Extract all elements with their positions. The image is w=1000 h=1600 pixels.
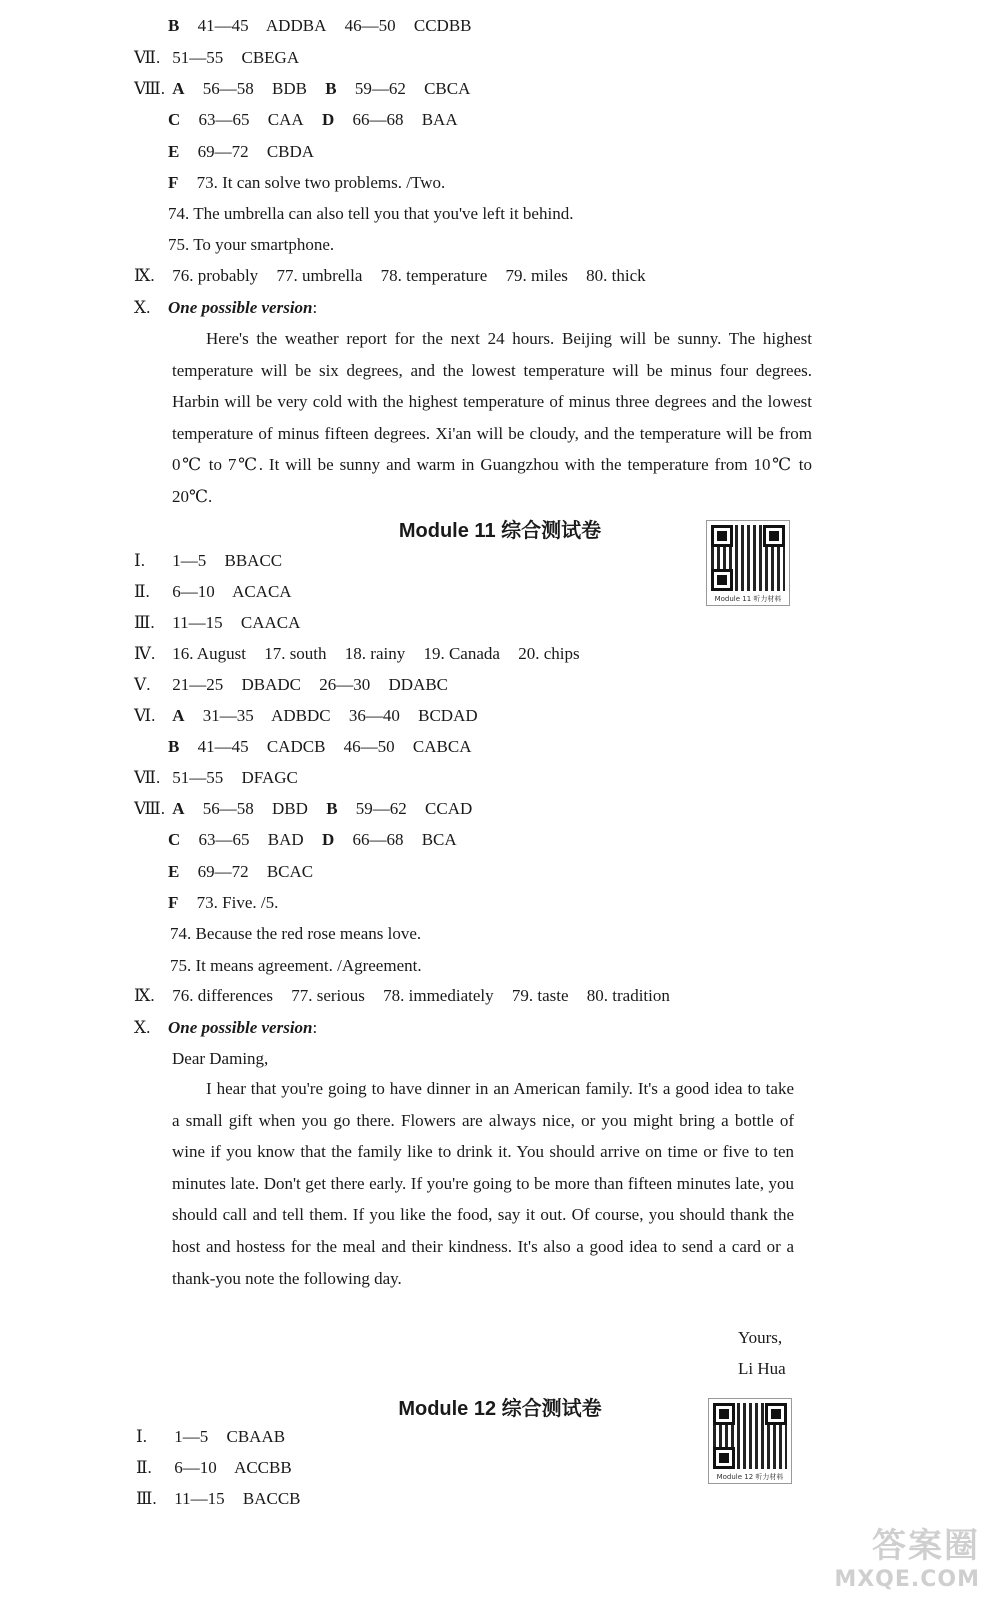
watermark-url: MXQE.COM [834, 1567, 980, 1592]
answer-line-x-label: Ⅹ. One possible version: [134, 298, 318, 317]
qr-finder [711, 569, 733, 591]
answer-line-m11-viii-cd: C 63—65 BAD D 66—68 BCA [168, 830, 457, 849]
qr-caption: Module 11 听力材料 [714, 595, 782, 603]
answer-line-viii-ab: Ⅷ. A 56—58 BDB B 59—62 CBCA [134, 79, 471, 98]
answer-line-m11-v: Ⅴ. 21—25 DBADC 26—30 DDABC [134, 675, 449, 694]
letter-greeting: Dear Daming, [172, 1049, 269, 1068]
answer-line-vii: Ⅶ. 51—55 CBEGA [134, 48, 300, 67]
writing-sample-letter [172, 1073, 794, 1294]
answer-line-m11-ii: Ⅱ. 6—10 ACACA [134, 582, 292, 601]
answer-line-viii-e: E 69—72 CBDA [168, 142, 315, 161]
answer-line-m12-ii: Ⅱ. 6—10 ACCBB [136, 1458, 292, 1477]
letter-closing: Yours, [738, 1328, 783, 1347]
watermark-logo: 答案圈 [872, 1526, 980, 1566]
letter-body: I hear that you're going to have dinner in an American family. It's a good idea to take a small gift when you go there. Flowers are always nice, or you might bring a bottle of wine if you know that the family like to drink it. You should arrive on time or five to ten minutes late. Don't get there early. If you're going to be more than fifteen minutes late, you should call and tell them. If you like the food, say it out. Of course, you should thank the host and hostess for the meal and their kindness. It's also a good idea to send a card or a thank-you note the following day. [172, 1079, 794, 1288]
answer-line-75: 75. To your smartphone. [168, 235, 335, 254]
answer-line-viii-cd: C 63—65 CAA D 66—68 BAA [168, 110, 458, 129]
answer-line-m12-i: Ⅰ. 1—5 CBAAB [136, 1427, 286, 1446]
answer-line-m11-i: Ⅰ. 1—5 BBACC [134, 551, 283, 570]
answer-line-m11-ix: Ⅸ. 76. differences 77. serious 78. immediately 79. taste 80. tradition [134, 986, 670, 1005]
answer-line-m11-x-label: Ⅹ. One possible version: [134, 1018, 318, 1037]
answer-line-m11-viii-ab: Ⅷ. A 56—58 DBD B 59—62 CCAD [134, 799, 473, 818]
qr-finder [713, 1403, 735, 1425]
module-12-title: Module 12 综合测试卷 [398, 1398, 602, 1420]
answer-line-m11-viii-e: E 69—72 BCAC [168, 862, 314, 881]
watermark [834, 1518, 980, 1592]
answer-line-74: 74. The umbrella can also tell you that you've left it behind. [168, 204, 574, 223]
module-11-title: Module 11 综合测试卷 [398, 520, 602, 542]
answer-line-m11-iv: Ⅳ. 16. August 17. south 18. rainy 19. Canada 20. chips [134, 644, 580, 663]
qr-code-module-12[interactable] [708, 1398, 792, 1484]
answer-line-m11-viii-f: F 73. Five. /5. [168, 893, 279, 912]
answer-line-m11-vii: Ⅶ. 51—55 DFAGC [134, 768, 298, 787]
answer-line-m11-75: 75. It means agreement. /Agreement. [170, 956, 422, 975]
qr-finder [711, 525, 733, 547]
qr-finder [765, 1403, 787, 1425]
answer-line-vi-b: B 41—45 ADDBA 46—50 CCDBB [168, 16, 472, 35]
writing-paragraph: Here's the weather report for the next 24 hours. Beijing will be sunny. The highest temperature will be six degrees, and the lowest temperature will be minus four degrees. Harbin will be very cold with the highest temperature of minus three degrees and the lowest temperature of minus fifteen degrees. Xi'an will be cloudy, and the temperature will be from 0℃ to 7℃. It will be sunny and warm in Guangzhou with the temperature from 10℃ to 20℃. [172, 329, 812, 506]
qr-caption: Module 12 听力材料 [716, 1473, 784, 1481]
qr-finder [763, 525, 785, 547]
qr-finder [713, 1447, 735, 1469]
answer-line-m11-iii: Ⅲ. 11—15 CAACA [134, 613, 301, 632]
answer-line-m11-vi-a: Ⅵ. A 31—35 ADBDC 36—40 BCDAD [134, 706, 478, 725]
answer-line-viii-f: F 73. It can solve two problems. /Two. [168, 173, 446, 192]
qr-code-module-11[interactable] [706, 520, 790, 606]
answer-line-ix: Ⅸ. 76. probably 77. umbrella 78. temperature 79. miles 80. thick [134, 266, 646, 285]
answer-line-m11-vi-b: B 41—45 CADCB 46—50 CABCA [168, 737, 472, 756]
letter-signature: Li Hua [738, 1359, 786, 1378]
answer-line-m12-iii: Ⅲ. 11—15 BACCB [136, 1489, 301, 1508]
answer-line-m11-74: 74. Because the red rose means love. [170, 924, 422, 943]
writing-sample-weather [172, 323, 812, 513]
